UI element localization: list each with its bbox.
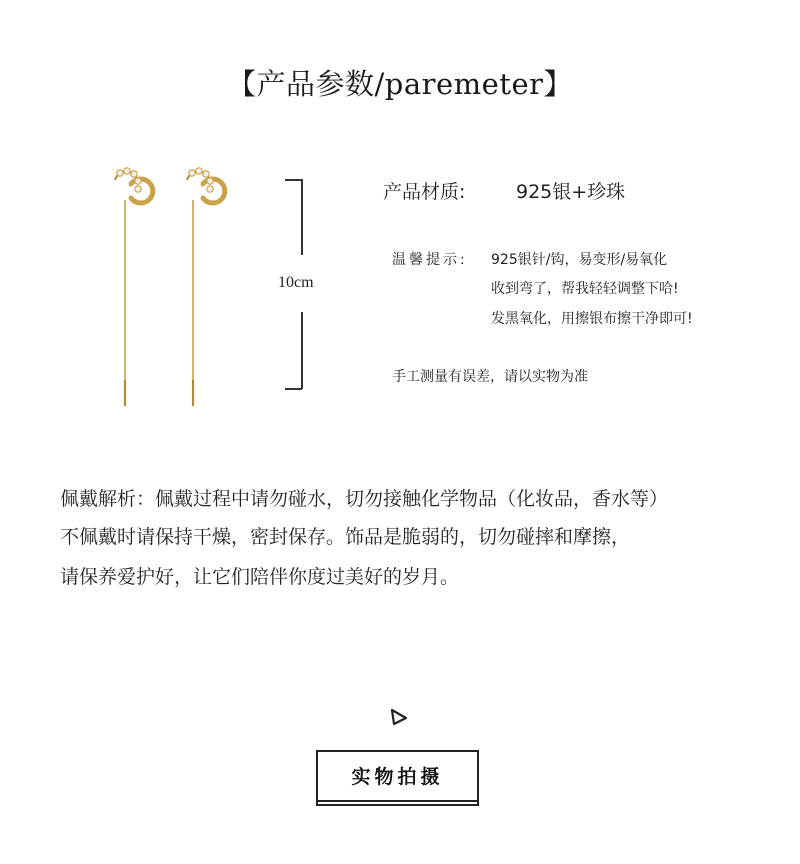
page-title: 【产品参数/paremeter】 [227,67,573,101]
material-value: 925银+珍珠 [516,181,626,203]
measure-upper-line [301,179,303,255]
tip-line: 收到弯了，帮我轻轻调整下哈! [491,281,679,297]
dimension-label: 10cm [278,274,314,291]
measurement-note: 手工测量有误差，请以实物为准 [392,369,588,385]
measure-top-cap [285,179,302,181]
tip-label: 温馨提示: [392,252,468,268]
photo-section-label: 实物拍摄 [351,766,444,788]
tip-line: 发黑氧化，用擦银布擦干净即可! [491,311,693,327]
triangle-arrow-icon [388,706,412,728]
tip-line: 925银针/钩，易变形/易氧化 [491,252,668,268]
material-label: 产品材质: [383,181,466,203]
care-line: 不佩戴时请保持干燥，密封保存。饰品是脆弱的，切勿碰摔和摩擦， [60,526,631,548]
earring-right [187,168,225,406]
measure-lower-line [301,312,303,389]
care-line: 请保养爱护好，让它们陪伴你度过美好的岁月。 [60,566,460,588]
photo-section-underline [316,800,479,802]
measure-bottom-cap [285,388,302,390]
care-line: 佩戴解析：佩戴过程中请勿碰水，切勿接触化学物品（化妆品，香水等） [60,488,669,510]
earring-left [115,168,153,406]
earrings-image [95,160,235,420]
